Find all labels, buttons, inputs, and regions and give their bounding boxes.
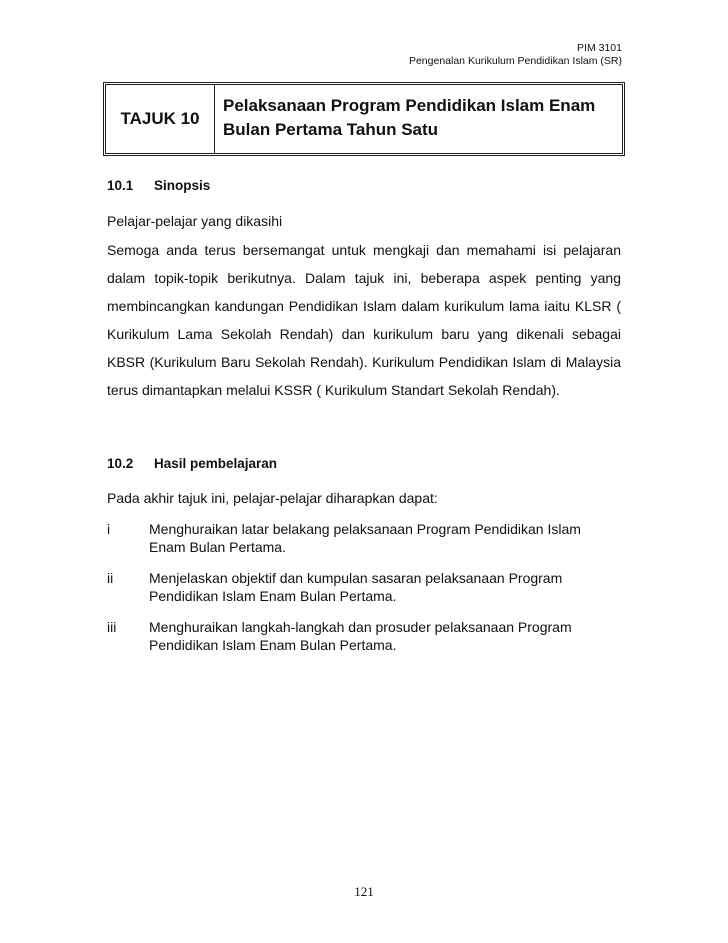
topic-title-box: [105, 84, 623, 154]
section-heading-hasil: [107, 456, 277, 471]
sinopsis-body: Semoga anda terus bersemangat untuk mengkaji dan memahami isi pelajaran dalam topik-topik berikutnya. Dalam tajuk ini, beberapa aspek penting yang membincangkan kandungan Pendidikan Islam dalam kurikulum lama iaitu KLSR ( Kurikulum Lama Sekolah Rendah) dan kurikulum baru yang dikenali sebagai KBSR (Kurikulum Baru Sekolah Rendah). Kurikulum Pendidikan Islam di Malaysia terus dimantapkan melalui KSSR ( Kurikulum Standart Sekolah Rendah).: [107, 242, 621, 398]
hasil-intro: Pada akhir tajuk ini, pelajar-pelajar diharapkan dapat:: [107, 490, 438, 506]
objective-item-1: [107, 520, 621, 556]
section-title: Hasil pembelajaran: [154, 456, 278, 471]
objective-marker: i: [107, 521, 111, 537]
objective-item-2: [107, 569, 621, 605]
section-heading-sinopsis: [107, 178, 210, 193]
page-number: 121: [354, 884, 374, 899]
objective-item-3: [107, 618, 621, 654]
section-number: 10.2: [107, 456, 134, 471]
objective-marker: ii: [107, 570, 114, 586]
sinopsis-greeting: Pelajar-pelajar yang dikasihi: [107, 213, 283, 229]
section-number: 10.1: [107, 178, 134, 193]
objective-marker: iii: [107, 619, 117, 635]
course-code: PIM 3101: [577, 42, 622, 54]
topic-title-line2: Bulan Pertama Tahun Satu: [223, 120, 439, 139]
section-title: Sinopsis: [154, 178, 211, 193]
objective-text: Menghuraikan langkah-langkah dan prosuder pelaksanaan Program Pendidikan Islam Enam Bulan Pertama.: [149, 619, 572, 653]
course-title: Pengenalan Kurikulum Pendidikan Islam (SR): [408, 55, 622, 67]
objective-text: Menghuraikan latar belakang pelaksanaan Program Pendidikan Islam Enam Bulan Pertama.: [149, 521, 581, 555]
topic-title: [215, 85, 622, 153]
topic-label: TAJUK 10: [106, 85, 215, 153]
topic-title-line1: Pelaksanaan Program Pendidikan Islam Enam: [223, 96, 596, 115]
objective-text: Menjelaskan objektif dan kumpulan sasaran pelaksanaan Program Pendidikan Islam Enam Bulan Pertama.: [149, 570, 563, 604]
